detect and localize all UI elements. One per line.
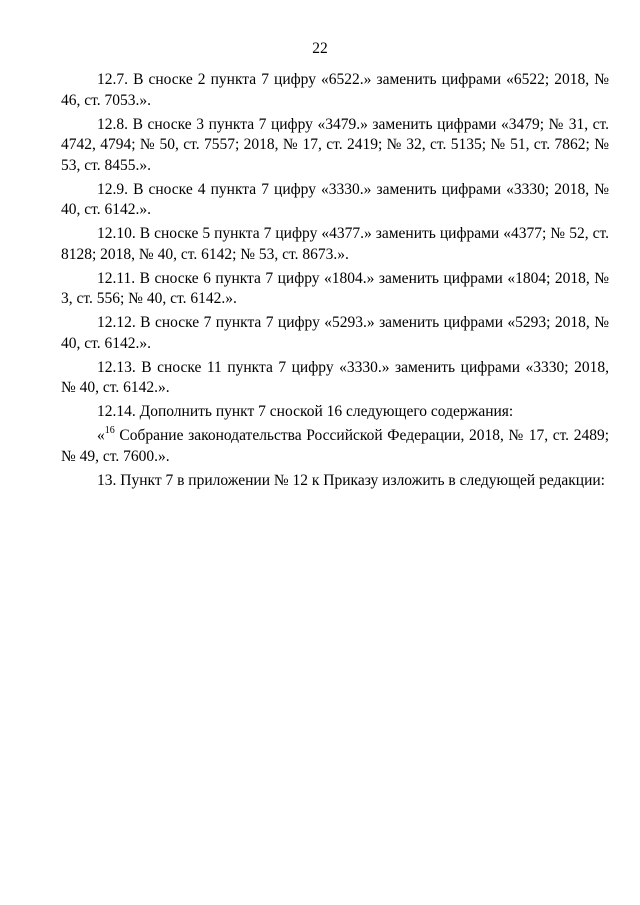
footnote-open-quote: « <box>97 427 105 444</box>
page-number: 22 <box>312 40 328 57</box>
paragraph-12-13: 12.13. В сноске 11 пункта 7 цифру «3330.» заменить цифрами «3330; 2018, № 40, ст. 6142.». <box>61 358 609 396</box>
paragraph-12-12: 12.12. В сноске 7 пункта 7 цифру «5293.» заменить цифрами «5293; 2018, № 40, ст. 6142.». <box>61 314 609 352</box>
footnote-text: Собрание законодательства Российской Федерации, 2018, № 17, ст. 2489; № 49, ст. 7600.». <box>61 427 609 465</box>
paragraph-12-11: 12.11. В сноске 6 пункта 7 цифру «1804.» заменить цифрами «1804; 2018, № 3, ст. 556; № 40, ст. 6142.». <box>61 269 609 307</box>
document-body <box>61 70 609 495</box>
paragraph-12-8: 12.8. В сноске 3 пункта 7 цифру «3479.» заменить цифрами «3479; № 31, ст. 4742, 4794; № 50, ст. 7557; 2018, № 17, ст. 2419; № 32, ст. 5135; № 51, ст. 7862; № 53, ст. 8455.». <box>61 115 609 174</box>
paragraph-12-10: 12.10. В сноске 5 пункта 7 цифру «4377.» заменить цифрами «4377; № 52, ст. 8128; 2018, № 40, ст. 6142; № 53, ст. 8673.». <box>61 225 609 263</box>
footnote-16-paragraph <box>61 426 609 467</box>
paragraph-12-9: 12.9. В сноске 4 пункта 7 цифру «3330.» заменить цифрами «3330; 2018, № 40, ст. 6142.». <box>61 180 609 218</box>
paragraph-13: 13. Пункт 7 в приложении № 12 к Приказу изложить в следующей редакции: <box>97 471 605 489</box>
paragraph-12-14: 12.14. Дополнить пункт 7 сноской 16 следующего содержания: <box>97 403 514 420</box>
footnote-number: 16 <box>104 424 115 436</box>
paragraph-12-7: 12.7. В сноске 2 пункта 7 цифру «6522.» заменить цифрами «6522; 2018, № 46, ст. 7053.». <box>61 71 609 109</box>
